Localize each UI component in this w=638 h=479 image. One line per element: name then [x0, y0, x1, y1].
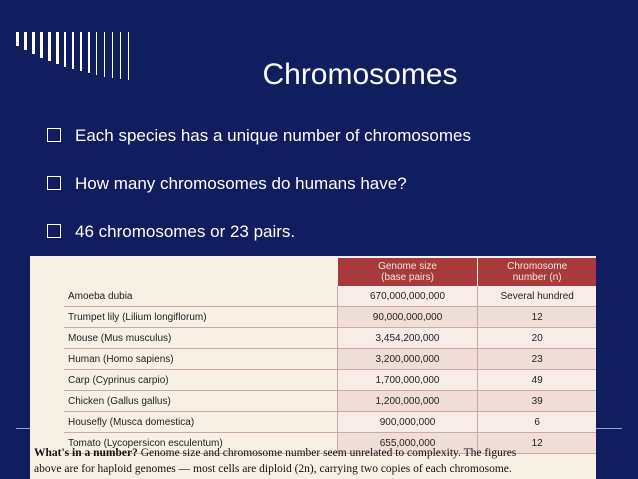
table-row	[64, 328, 596, 349]
bullet-text: 46 chromosomes or 23 pairs.	[75, 222, 296, 241]
species-cell: Carp (Cyprinus carpio)	[64, 370, 337, 391]
bullet-square-icon	[47, 224, 61, 238]
species-cell: Mouse (Mus musculus)	[64, 328, 337, 349]
table-header-row	[64, 258, 596, 286]
genome-size-header-line1: Genome size	[378, 261, 437, 272]
table-row	[64, 286, 596, 307]
genome-size-header	[337, 258, 478, 286]
chromosome-number-cell: Several hundred	[478, 286, 596, 307]
bullet-text: How many chromosomes do humans have?	[75, 174, 407, 193]
slide-title: Chromosomes	[262, 58, 458, 91]
genome-size-cell: 3,200,000,000	[337, 349, 478, 370]
bullet-text: Each species has a unique number of chromosomes	[75, 126, 471, 145]
species-cell: Amoeba dubia	[64, 286, 337, 307]
species-cell: Human (Homo sapiens)	[64, 349, 337, 370]
caption-line2: above are for haploid genomes — most cells are diploid (2n), carrying two copies of each chromosome.	[34, 463, 512, 475]
genome-size-cell: 1,700,000,000	[337, 370, 478, 391]
species-cell: Trumpet lily (Lilium longiflorum)	[64, 307, 337, 328]
species-cell: Chicken (Gallus gallus)	[64, 391, 337, 412]
chromosome-number-cell: 20	[478, 328, 596, 349]
chromosome-number-cell: 49	[478, 370, 596, 391]
chromosome-number-cell: 39	[478, 391, 596, 412]
chromosome-number-header-line1: Chromosome	[507, 261, 568, 272]
genome-size-cell: 900,000,000	[337, 412, 478, 433]
species-header	[64, 258, 337, 286]
chromosome-number-cell: 6	[478, 412, 596, 433]
genome-size-cell: 655,000,000	[337, 433, 478, 454]
genome-size-cell: 670,000,000,000	[337, 286, 478, 307]
bullet-item	[47, 174, 407, 194]
species-cell: Tomato (Lycopersicon esculentum)	[64, 433, 337, 454]
chromosome-number-cell: 12	[478, 307, 596, 328]
bullet-square-icon	[47, 176, 61, 190]
genome-size-header-line2: (base pairs)	[381, 272, 434, 283]
table-row	[64, 307, 596, 328]
bullet-item	[47, 222, 295, 242]
caption-lead: What's in a number?	[34, 447, 138, 459]
table-row	[64, 412, 596, 433]
genome-figure	[30, 256, 596, 479]
figure-caption	[34, 445, 594, 477]
bullet-square-icon	[47, 128, 61, 142]
bullet-item	[47, 126, 471, 146]
table-row	[64, 349, 596, 370]
genome-size-cell: 1,200,000,000	[337, 391, 478, 412]
species-cell: Housefly (Musca domestica)	[64, 412, 337, 433]
decorative-bars-graphic	[16, 32, 156, 82]
chromosome-number-cell: 12	[478, 433, 596, 454]
genome-size-cell: 90,000,000,000	[337, 307, 478, 328]
caption-line1: Genome size and chromosome number seem unrelated to complexity. The figures	[137, 447, 517, 459]
genome-table	[64, 258, 596, 454]
chromosome-number-header-line2: number (n)	[512, 272, 562, 283]
chromosome-number-cell: 23	[478, 349, 596, 370]
chromosome-number-header	[478, 258, 596, 286]
table-row	[64, 370, 596, 391]
genome-size-cell: 3,454,200,000	[337, 328, 478, 349]
table-row	[64, 391, 596, 412]
